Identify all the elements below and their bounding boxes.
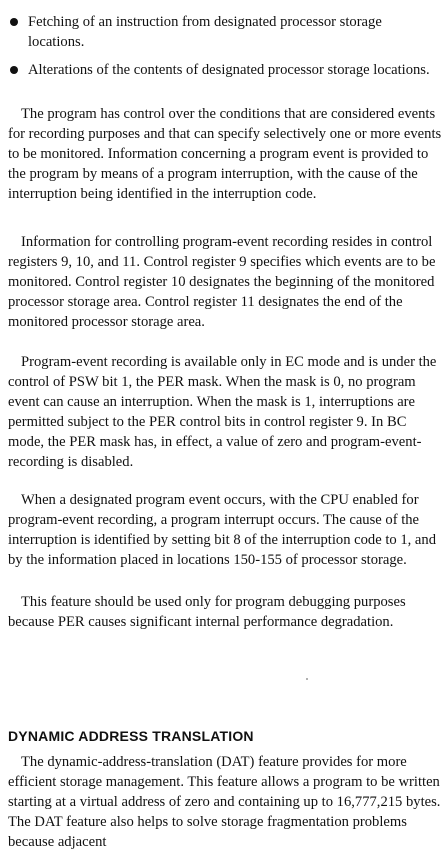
paragraph-control-registers: Information for controlling program-event recording resides in control registers 9, 10, and 11. Control register 9 specifies which events are to be monitored. Control register 10 designates the beginning of the monitored processor storage area. Control register 11 designates the end of the monitored processor storage area. (8, 234, 436, 330)
bullet-icon (10, 18, 18, 26)
section-heading: DYNAMIC ADDRESS TRANSLATION (8, 728, 254, 744)
bullet-text: Fetching of an instruction from designated processor storage locations. (28, 14, 382, 50)
list-item (8, 60, 440, 80)
bullet-icon (10, 66, 18, 74)
bullet-text: Alterations of the contents of designated processor storage locations. (28, 62, 430, 78)
bullet-list (8, 12, 440, 88)
list-item (8, 12, 440, 52)
paragraph-per-mask: Program-event recording is available only in EC mode and is under the control of PSW bit 1, the PER mask. When the mask is 0, no program event can cause an interruption. When the mask is 1, interruptions are permitted subject to the PER control bits in control register 9. In BC mode, the PER mask has, in effect, a value of zero and program-event-recording is disabled. (8, 354, 437, 470)
paragraph-debugging: This feature should be used only for program debugging purposes because PER causes significant internal performance degradation. (8, 594, 406, 630)
paragraph-dat: The dynamic-address-translation (DAT) feature provides for more efficient storage management. This feature allows a program to be written starting at a virtual address of zero and containing up to 16,777,215 bytes. The DAT feature also helps to solve storage fragmentation problems because adjacent (8, 754, 441, 850)
paragraph-event-control: The program has control over the conditions that are considered events for recording purposes and that can specify selectively one or more events to be monitored. Information concerning a program event is provided to the program by means of a program interruption, with the cause of the interruption being identified in the interruption code. (8, 106, 442, 202)
scan-speck (306, 678, 308, 680)
paragraph-program-event: When a designated program event occurs, with the CPU enabled for program-event recording, a program interrupt occurs. The cause of the interruption is identified by setting bit 8 of the interruption code to 1, and by the information placed in locations 150-155 of processor storage. (8, 492, 437, 568)
